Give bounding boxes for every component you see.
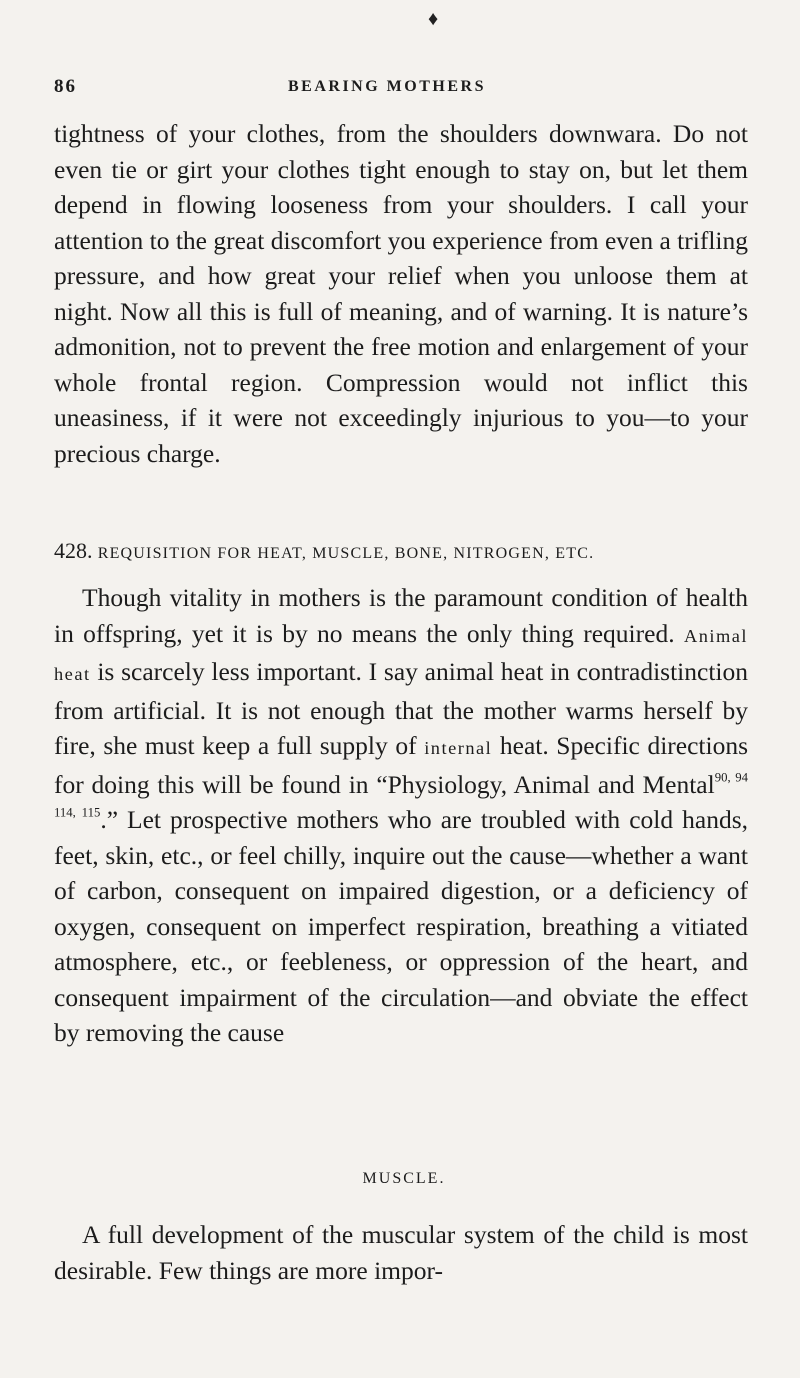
paragraph-text: heat. Specific directions for doing this will be found in “Physiology, Animal and Mental <box>54 731 749 799</box>
reference-superscript: 90, 94 114, 115 <box>54 770 749 820</box>
small-caps-term: Animal heat <box>54 625 749 684</box>
paragraph-clothing: tightness of your clothes, from the shoulders downwara. Do not even tie or girt your clothes tight enough to stay on, but let them depend in flowing looseness from your shoulders. I call your attention to the great discomfort you experience from even a trifling pressure, and how great your relief when you unloose them at night. Now all this is full of meaning, and of warning. It is nature’s admonition, not to prevent the free motion and enlargement of your whole frontal region. Compression would not inflict this uneasiness, if it were not exceedingly injurious to you—to your precious charge. <box>54 119 748 468</box>
section-heading-428 <box>54 538 748 564</box>
paragraph-text: .” Let prospective mothers who are troubled with cold hands, feet, skin, etc., or feel chilly, inquire out the cause—whether a want of carbon, consequent on impaired digestion, or a deficiency of oxygen, consequent on imperfect respiration, breathing a vitiated atmosphere, etc., or feebleness, or oppression of the heart, and consequent impairment of the circulation—and obviate the effect by removing the cause <box>54 805 748 1047</box>
paragraph-animal-heat <box>54 580 748 1051</box>
printer-mark: ♦ <box>428 8 439 30</box>
running-title: BEARING MOTHERS <box>288 78 486 95</box>
section-heading-muscle: MUSCLE. <box>362 1170 446 1187</box>
paragraph-text: Though vitality in mothers is the paramount condition of health in offspring, yet it is by no means the only thing required. <box>54 583 748 648</box>
paragraph-text: is scarcely less important. I say animal heat in contradistinction from artificial. It is not enough that the mother warms herself by fire, she must keep a full supply of <box>54 657 748 760</box>
paragraph-muscle: A full development of the muscular system of the child is most desirable. Few things are more impor- <box>54 1220 748 1285</box>
page-number: 86 <box>54 76 77 97</box>
section-number: 428. <box>54 538 93 563</box>
small-caps-term: internal <box>424 738 493 758</box>
running-head <box>54 76 746 106</box>
section-title: REQUISITION FOR HEAT, MUSCLE, BONE, NITROGEN, ETC. <box>97 545 595 562</box>
